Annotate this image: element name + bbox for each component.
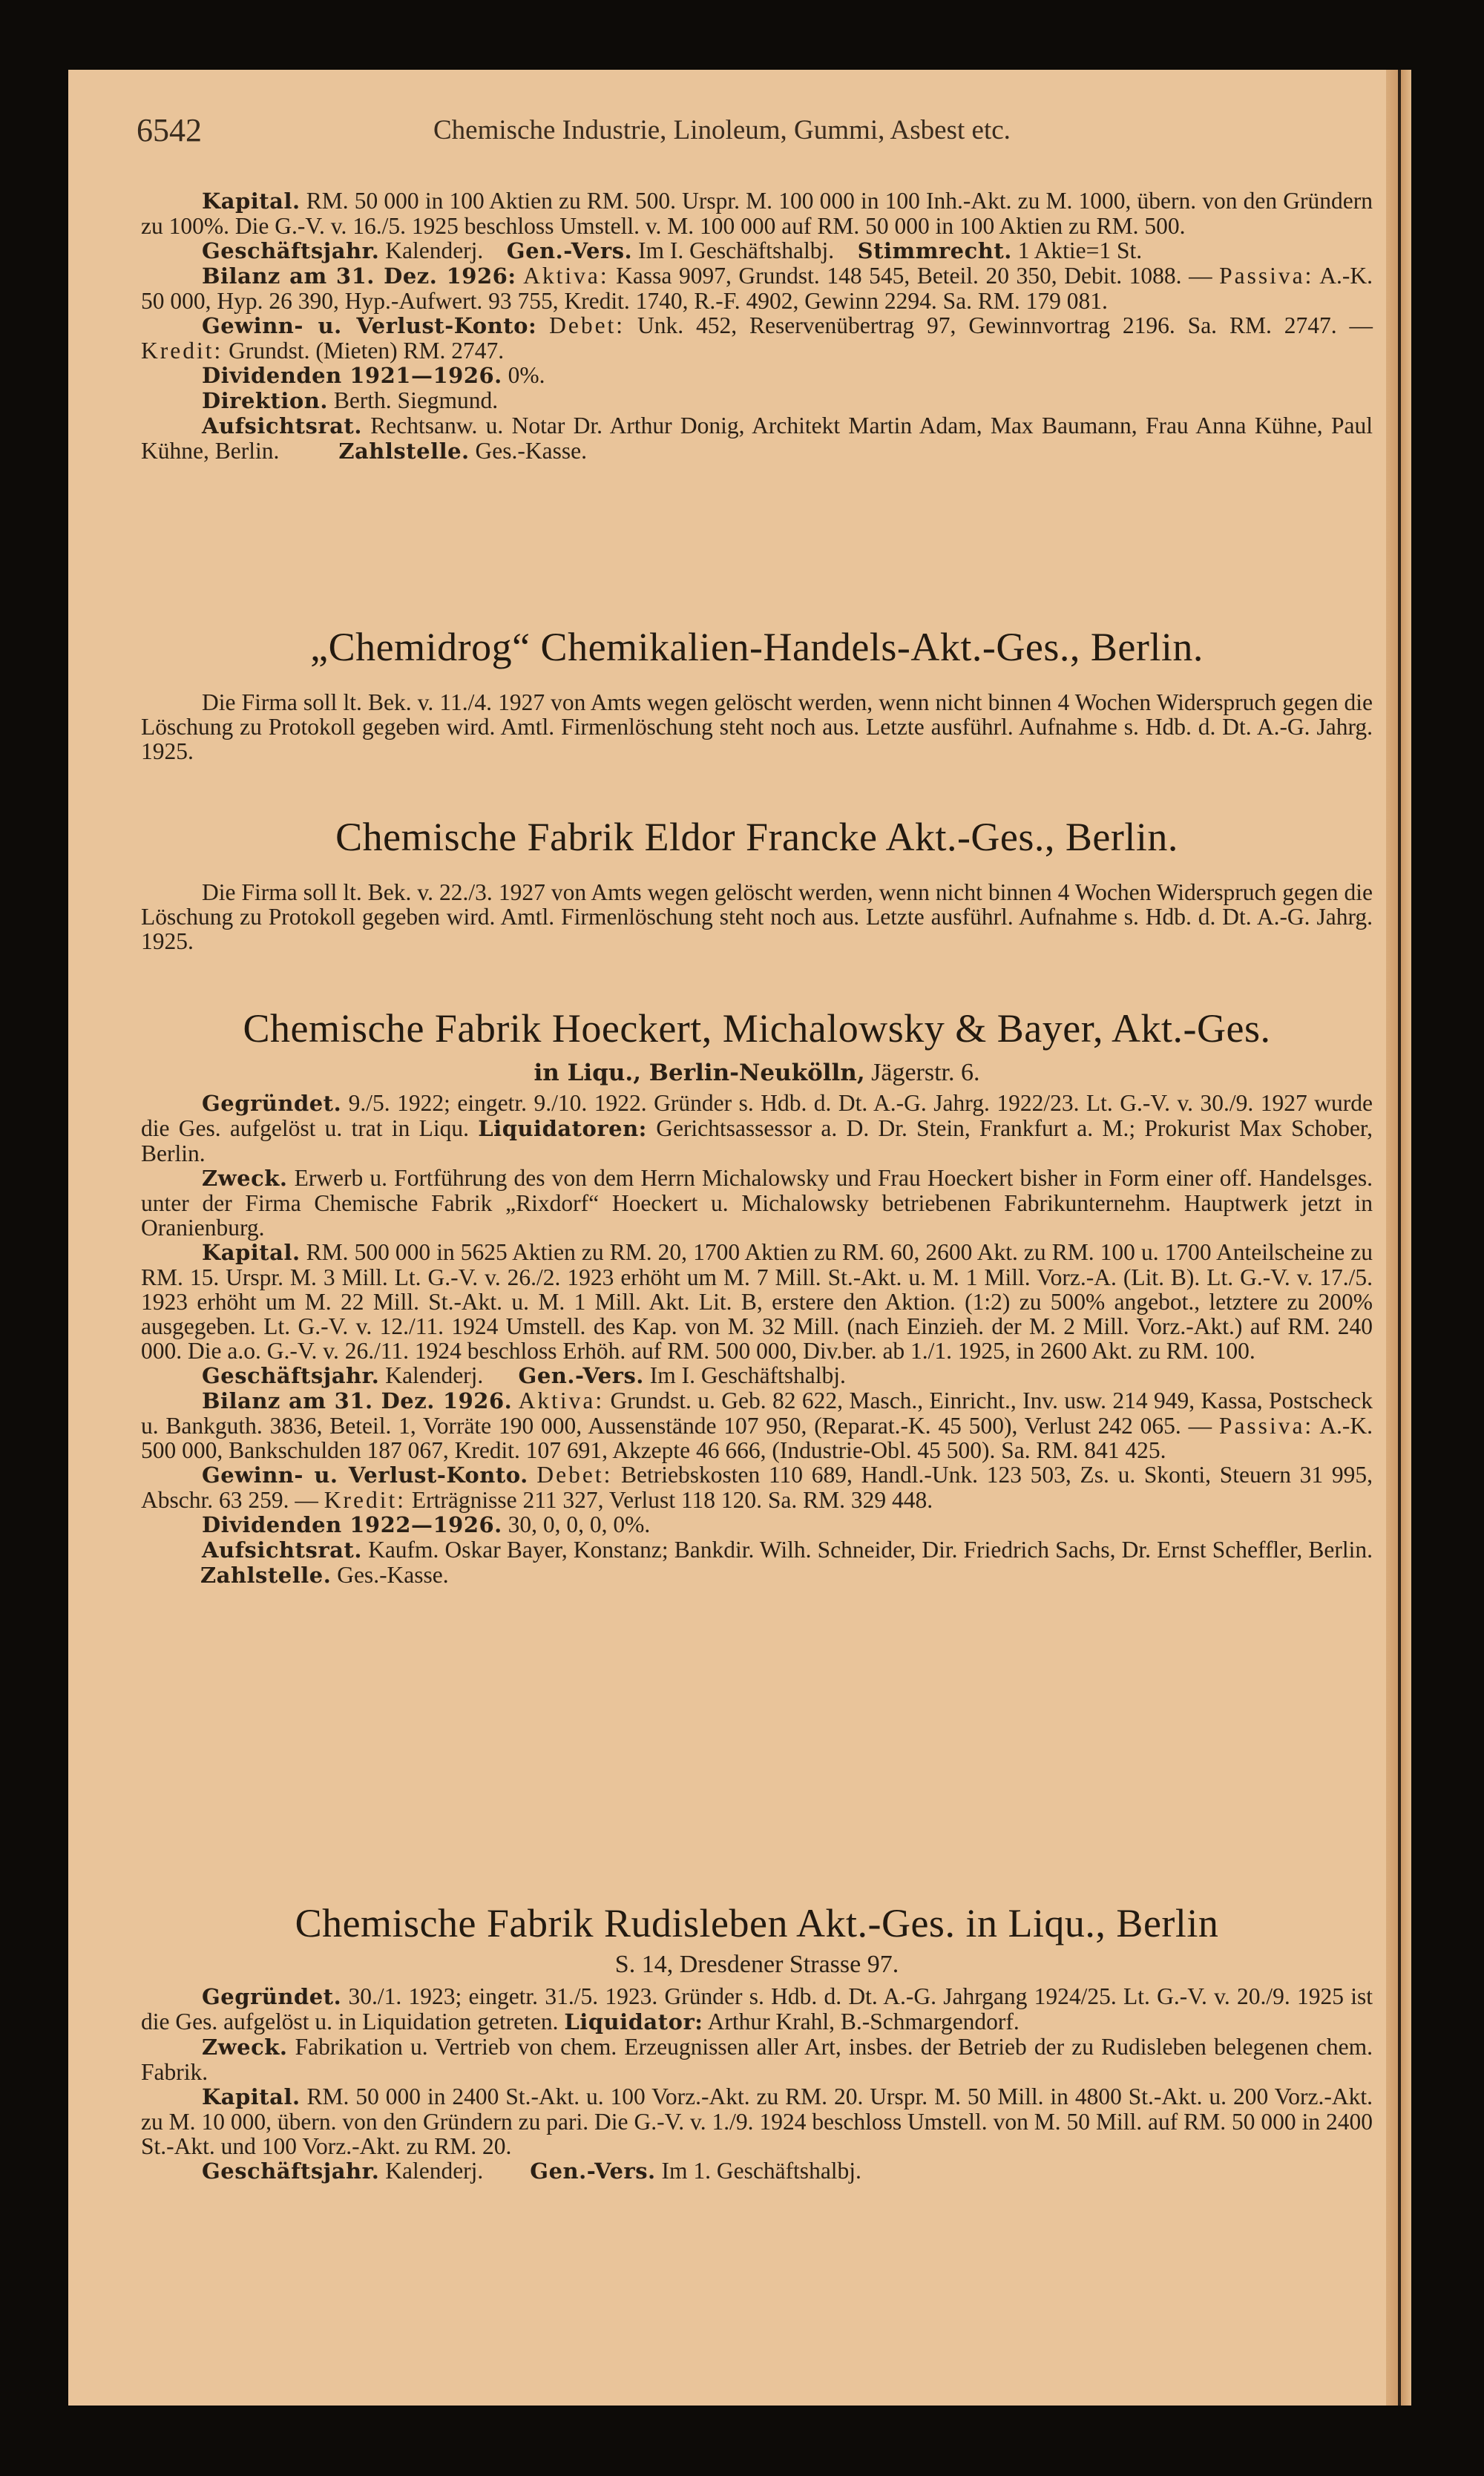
debet-text: Betriebskosten 110 689, Handl.-Unk. 123 503, Zs. u. Skonti, Steuern 31 995, Abschr. 63 259. — (141, 1462, 1373, 1513)
geschaeftsjahr-paragraph (141, 238, 1373, 263)
gj-text: Kalenderj. (385, 237, 484, 263)
running-head (137, 111, 1383, 156)
loeschung-paragraph: Die Firma soll lt. Bek. v. 22./3. 1927 von Amts wegen gelöscht werden, wenn nicht binnen 4 Wochen Widerspruch gegen die Löschung zu Protokoll gegeben wird. Amtl. Firmenlöschung steht noch aus. Letzte ausführl. Aufnahme s. Hdb. d. Dt. A.-G. Jahrg. 1925. (141, 879, 1373, 954)
zahlstelle-text: Ges.-Kasse. (475, 438, 588, 464)
gv-label: Gen.-Vers. (506, 238, 633, 263)
subtitle-address: Jägerstr. 6. (871, 1059, 980, 1086)
aufsichtsrat-paragraph (141, 413, 1373, 464)
zahlstelle-label: Zahlstelle. (338, 439, 470, 464)
zweck-paragraph (141, 2035, 1373, 2084)
dividenden-text: 0%. (508, 362, 545, 388)
entry-eldor-francke (141, 880, 1373, 953)
gv-label: Gen.-Vers. (518, 1363, 644, 1388)
gegruendet-label: Gegründet. (202, 1984, 342, 2009)
liquidatoren-label: Liquidatoren: (478, 1116, 647, 1141)
aktiva-text: Kassa 9097, Grundst. 148 545, Beteil. 20 350, Debit. 1088. — (616, 263, 1212, 289)
running-title: Chemische Industrie, Linoleum, Gummi, Asbest etc. (433, 115, 1011, 145)
company-title-hoeckert: Chemische Fabrik Hoeckert, Michalowsky & Bayer, Akt.-Ges. (243, 1006, 1271, 1051)
guv-paragraph (141, 313, 1373, 363)
entry-continued (141, 188, 1373, 464)
passiva-text: A.-K. 50 000, Hyp. 26 390, Hyp.-Aufwert. 93 755, Kredit. 1740, R.-F. 4902, Gewinn 2294. Sa. RM. 179 081. (141, 263, 1373, 314)
bilanz-paragraph (141, 1388, 1373, 1462)
guv-label: Gewinn- u. Verlust-Konto. (202, 1462, 528, 1488)
aufsichtsrat-paragraph (141, 1537, 1373, 1588)
direktion-text: Berth. Siegmund. (333, 387, 499, 413)
zweck-text: Fabrikation u. Vertrieb von chem. Erzeugnissen aller Art, insbes. der Betrieb der zu Rudisleben belegenen chem. Fabrik. (141, 2034, 1373, 2085)
gegruendet-label: Gegründet. (202, 1091, 342, 1116)
bilanz-label: Bilanz am 31. Dez. 1926: (202, 263, 516, 289)
aufsichtsrat-text: Kaufm. Oskar Bayer, Konstanz; Bankdir. Wilh. Schneider, Dir. Friedrich Sachs, Dr. Ernst Scheffler, Berlin. (368, 1537, 1373, 1563)
kapital-text: RM. 50 000 in 100 Aktien zu RM. 500. Urspr. M. 100 000 in 100 Inh.-Akt. zu M. 1000, übern. von den Gründern zu 100%. Die G.-V. v. 16./5. 1925 beschloss Umstell. v. M. 100 000 auf RM. 50 000 in 100 Aktien zu RM. 500. (141, 188, 1373, 239)
zahlstelle-text: Ges.-Kasse. (337, 1562, 449, 1588)
kapital-paragraph (141, 2084, 1373, 2158)
debet-label: Debet: (549, 312, 626, 338)
bilanz-paragraph (141, 263, 1373, 313)
geschaeftsjahr-paragraph (141, 2158, 1373, 2184)
entry-rudisleben (141, 1984, 1373, 2184)
gv-text: Im I. Geschäftshalbj. (638, 237, 835, 263)
geschaeftsjahr-paragraph (141, 1363, 1373, 1388)
guv-paragraph (141, 1462, 1373, 1512)
loeschung-paragraph: Die Firma soll lt. Bek. v. 11./4. 1927 von Amts wegen gelöscht werden, wenn nicht binnen 4 Wochen Widerspruch gegen die Löschung zu Protokoll gegeben wird. Amtl. Firmenlöschung steht noch aus. Letzte ausführl. Aufnahme s. Hdb. d. Dt. A.-G. Jahrg. 1925. (141, 689, 1373, 764)
company-title-rudisleben: Chemische Fabrik Rudisleben Akt.-Ges. in Liqu., Berlin (295, 1901, 1219, 1945)
page-number: 6542 (137, 112, 202, 148)
aktiva-text: Grundst. u. Geb. 82 622, Masch., Einricht., Inv. usw. 214 949, Kassa, Postscheck u. Bankguth. 3836, Beteil. 1, Vorräte 190 000, Aussenstände 107 950, (Reparat.-K. 45 500), Verlust 242 065. — (141, 1388, 1373, 1439)
debet-text: Unk. 452, Reservenübertrag 97, Gewinnvortrag 2196. Sa. RM. 2747. — (637, 312, 1373, 338)
gegruendet-text: 9./5. 1922; eingetr. 9./10. 1922. Gründer s. Hdb. d. Dt. A.-G. Jahrg. 1922/23. Lt. G.-V. v. 30./9. 1927 wurde die Ges. aufgelöst u. trat in Liqu. (141, 1090, 1373, 1141)
debet-label: Debet: (536, 1462, 613, 1488)
gegruendet-paragraph (141, 1984, 1373, 2035)
liquidator-label: Liquidator: (564, 2009, 703, 2035)
stimmrecht-label: Stimmrecht. (857, 238, 1012, 263)
kredit-label: Kredit: (141, 338, 223, 364)
kapital-label: Kapital. (202, 188, 301, 214)
subtitle-bold: in Liqu., Berlin-Neukölln, (533, 1060, 865, 1086)
gv-text: Im I. Geschäftshalbj. (649, 1362, 846, 1388)
kapital-paragraph (141, 1240, 1373, 1363)
kapital-paragraph (141, 188, 1373, 238)
zweck-label: Zweck. (202, 1166, 288, 1191)
kredit-text: Erträgnisse 211 327, Verlust 118 120. Sa. RM. 329 448. (411, 1487, 933, 1513)
gegruendet-text: 30./1. 1923; eingetr. 31./5. 1923. Gründer s. Hdb. d. Dt. A.-G. Jahrgang 1924/25. Lt. G.-V. v. 20./9. 1925 ist die Ges. aufgelöst u. in Liquidation getreten. (141, 1983, 1373, 2035)
liquidatoren-text: Gerichtsassessor a. D. Dr. Stein, Frankfurt a. M.; Prokurist Max Schober, Berlin. (141, 1115, 1373, 1166)
passiva-label: Passiva: (1218, 1413, 1314, 1439)
dividenden-label: Dividenden 1922—1926. (202, 1512, 502, 1537)
gv-text: Im 1. Geschäftshalbj. (661, 2158, 861, 2184)
direktion-paragraph (141, 388, 1373, 413)
liquidator-text: Arthur Krahl, B.-Schmargendorf. (707, 2009, 1020, 2035)
gv-label: Gen.-Vers. (530, 2158, 656, 2184)
zweck-label: Zweck. (202, 2035, 288, 2060)
zahlstelle-label: Zahlstelle. (200, 1563, 332, 1588)
gegruendet-paragraph (141, 1091, 1373, 1166)
direktion-label: Direktion. (202, 388, 328, 413)
entry-chemidrog (141, 690, 1373, 764)
kredit-text: Grundst. (Mieten) RM. 2747. (229, 338, 505, 364)
dividenden-text: 30, 0, 0, 0, 0%. (508, 1511, 651, 1537)
kapital-label: Kapital. (202, 1240, 301, 1265)
guv-label: Gewinn- u. Verlust-Konto: (202, 313, 537, 338)
gj-label: Geschäftsjahr. (202, 1363, 380, 1388)
kapital-text: RM. 50 000 in 2400 St.-Akt. u. 100 Vorz.-Akt. zu RM. 20. Urspr. M. 50 Mill. in 4800 St.-Akt. u. 200 Vorz.-Akt. zu M. 10 000, übern. von den Gründern zu pari. Die G.-V. v. 1./9. 1924 beschloss Umstell. von M. 50 Mill. auf RM. 50 000 in 2400 St.-Akt. und 100 Vorz.-Akt. zu RM. 20. (141, 2083, 1373, 2159)
kapital-label: Kapital. (202, 2084, 301, 2109)
aufsichtsrat-label: Aufsichtsrat. (202, 1537, 362, 1563)
gj-text: Kalenderj. (385, 1362, 484, 1388)
aufsichtsrat-label: Aufsichtsrat. (202, 413, 362, 439)
aufsichtsrat-text: Rechtsanw. u. Notar Dr. Arthur Donig, Architekt Martin Adam, Max Baumann, Frau Anna Kühne, Paul Kühne, Berlin. (141, 413, 1373, 464)
zweck-paragraph (141, 1166, 1373, 1240)
entry-hoeckert (141, 1091, 1373, 1588)
gj-label: Geschäftsjahr. (202, 238, 380, 263)
gj-text: Kalenderj. (385, 2158, 484, 2184)
dividenden-paragraph (141, 363, 1373, 388)
company-subtitle-hoeckert (141, 1060, 1373, 1086)
dividenden-paragraph (141, 1512, 1373, 1537)
passiva-label: Passiva: (1219, 263, 1314, 289)
stimmrecht-text: 1 Aktie=1 St. (1017, 237, 1143, 263)
page-edge-shadow (1386, 70, 1411, 2406)
company-title-eldor-francke: Chemische Fabrik Eldor Francke Akt.-Ges., Berlin. (335, 815, 1178, 859)
zweck-text: Erwerb u. Fortführung des von dem Herrn Michalowsky und Frau Hoeckert bisher in Form einer off. Handelsges. unter der Firma Chemische Fabrik „Rixdorf“ Hoeckert u. Michalowsky betriebenen Fabrikunternehm. Hauptwerk jetzt in Oranienburg. (141, 1165, 1373, 1241)
company-subtitle-rudisleben: S. 14, Dresdener Strasse 97. (614, 1951, 899, 1978)
aktiva-label: Aktiva: (523, 263, 609, 289)
gj-label: Geschäftsjahr. (202, 2158, 380, 2184)
book-page (68, 70, 1411, 2406)
bilanz-label: Bilanz am 31. Dez. 1926. (202, 1388, 513, 1413)
aktiva-label: Aktiva: (518, 1388, 605, 1413)
kapital-text: RM. 500 000 in 5625 Aktien zu RM. 20, 1700 Aktien zu RM. 60, 2600 Akt. zu RM. 100 u. 1700 Anteilscheine zu RM. 15. Urspr. M. 3 Mill. Lt. G.-V. v. 26./2. 1923 erhöht um M. 7 Mill. St.-Akt. u. M. 1 Mill. Vorz.-A. (Lit. B). Lt. G.-V. v. 17./5. 1923 erhöht um M. 22 Mill. St.-Akt. u. M. 1 Mill. Akt. Lit. B, erstere den Aktion. (1:2) zu 500% angebot., letztere zu 200% ausgegeben. Lt. G.-V. v. 12./11. 1924 Umstell. des Kap. von M. 32 Mill. (nach Einzieh. der M. 2 Mill. Vorz.-Akt.) auf RM. 240 000. Die a.o. G.-V. v. 26./11. 1924 beschloss Erhöh. auf RM. 500 000, Div.ber. ab 1./1. 1925, in 2600 Akt. zu RM. 100. (141, 1239, 1373, 1364)
kredit-label: Kredit: (324, 1487, 406, 1513)
passiva-text: A.-K. 500 000, Bankschulden 187 067, Kredit. 107 691, Akzepte 46 666, (Industrie-Obl. 45 500). Sa. RM. 841 425. (141, 1413, 1373, 1463)
dividenden-label: Dividenden 1921—1926. (202, 363, 502, 388)
company-title-chemidrog: „Chemidrog“ Chemikalien-Handels-Akt.-Ges., Berlin. (310, 625, 1204, 669)
